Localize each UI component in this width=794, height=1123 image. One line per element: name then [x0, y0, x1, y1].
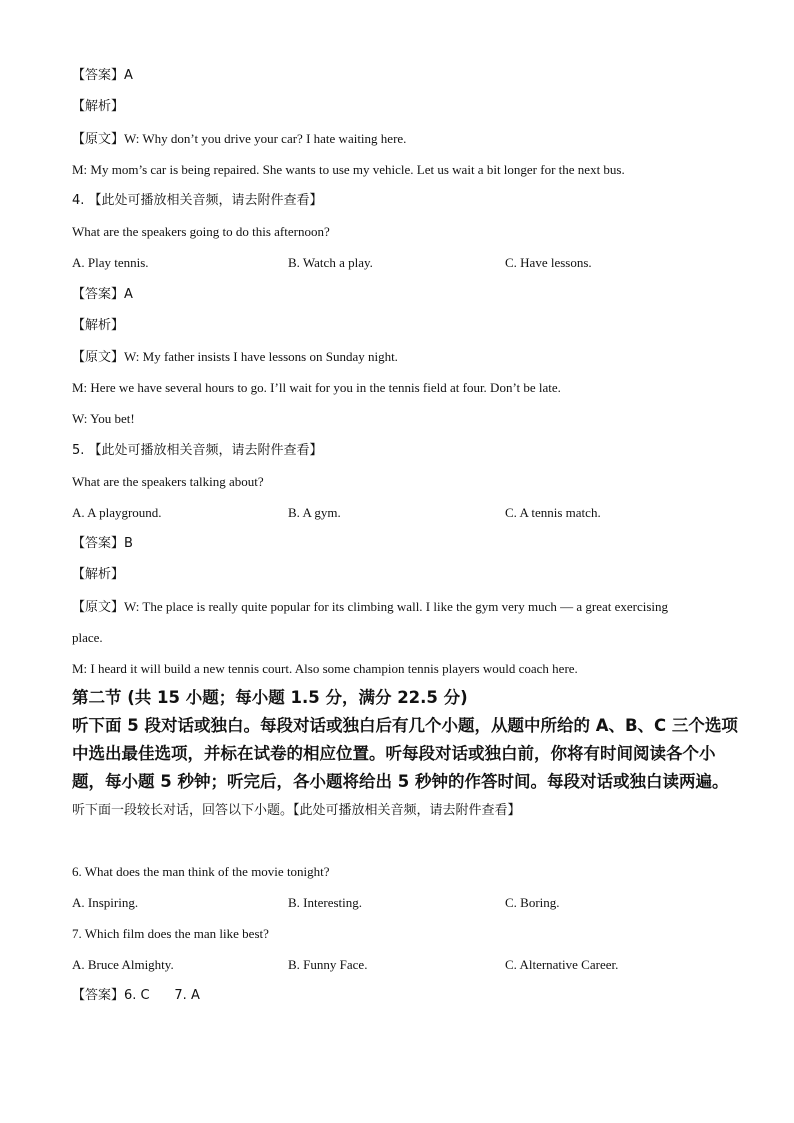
question-text-5: What are the speakers talking about? — [72, 474, 264, 489]
option-5c: C. A tennis match. — [505, 505, 601, 520]
analysis-label: 【解析】 — [72, 567, 125, 582]
analysis-label: 【解析】 — [72, 318, 125, 333]
option-4c: C. Have lessons. — [505, 255, 592, 270]
section-instructions: 题，每小题 5 秒钟；听完后，各小题将给出 5 秒钟的作答时间。每段对话或独白读两遍。 — [72, 772, 729, 791]
answer-line: 【答案】A — [72, 287, 133, 302]
option-6b: B. Interesting. — [288, 895, 363, 910]
answer-line: 【答案】B — [72, 536, 133, 551]
answer-line: 【答案】A — [72, 68, 133, 83]
listening-instruction: 听下面一段较长对话，回答以下小题。【此处可播放相关音频，请去附件查看】 — [72, 803, 521, 818]
transcript-line: M: Here we have several hours to go. I’ll wait for you in the tennis field at four. Don’t be late. — [72, 380, 561, 395]
question-number-4: 4. 【此处可播放相关音频，请去附件查看】 — [72, 193, 323, 208]
analysis-label: 【解析】 — [72, 99, 125, 114]
option-7b: B. Funny Face. — [288, 957, 368, 972]
transcript-line: 【原文】W: My father insists I have lessons on Sunday night. — [72, 349, 398, 364]
answer-line: 【答案】6. C 7. A — [72, 988, 200, 1003]
section-instructions: 中选出最佳选项，并标在试卷的相应位置。听每段对话或独白前，你将有时间阅读各个小 — [72, 744, 716, 763]
transcript-line: 【原文】W: Why don’t you drive your car? I hate waiting here. — [72, 131, 407, 146]
question-text-6: 6. What does the man think of the movie tonight? — [72, 864, 330, 879]
option-5b: B. A gym. — [288, 505, 341, 520]
question-number-5: 5. 【此处可播放相关音频，请去附件查看】 — [72, 443, 323, 458]
option-7a: A. Bruce Almighty. — [72, 957, 174, 972]
transcript-line: 【原文】W: The place is really quite popular for its climbing wall. I like the gym very much — a great exercising — [72, 599, 669, 614]
option-5a: A. A playground. — [72, 505, 162, 520]
transcript-line: place. — [72, 630, 103, 645]
transcript-line: W: You bet! — [72, 411, 135, 426]
option-6c: C. Boring. — [505, 895, 560, 910]
transcript-line: M: My mom’s car is being repaired. She wants to use my vehicle. Let us wait a bit longer for the next bus. — [72, 162, 625, 177]
option-6a: A. Inspiring. — [72, 895, 139, 910]
section-title: 第二节 (共 15 小题；每小题 1.5 分，满分 22.5 分) — [72, 688, 468, 707]
question-text-4: What are the speakers going to do this afternoon? — [72, 224, 330, 239]
section-instructions: 听下面 5 段对话或独白。每段对话或独白后有几个小题，从题中所给的 A、B、C 三个选项 — [72, 716, 738, 735]
option-4b: B. Watch a play. — [288, 255, 373, 270]
option-4a: A. Play tennis. — [72, 255, 149, 270]
option-7c: C. Alternative Career. — [505, 957, 619, 972]
transcript-line: M: I heard it will build a new tennis court. Also some champion tennis players would coach here. — [72, 661, 578, 676]
question-text-7: 7. Which film does the man like best? — [72, 926, 269, 941]
